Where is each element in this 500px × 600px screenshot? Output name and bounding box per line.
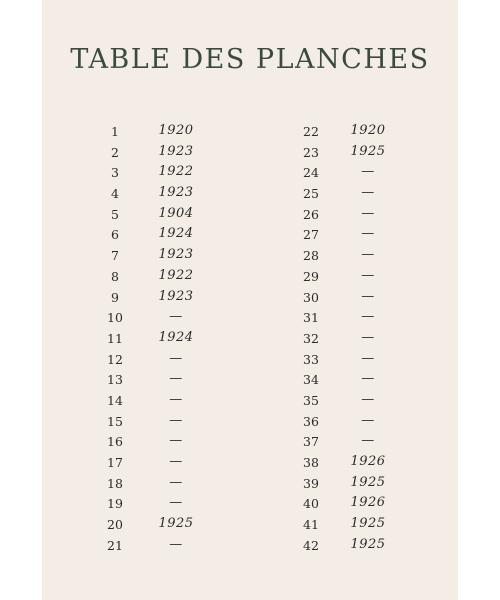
plate-year: 1926: [350, 495, 386, 511]
plate-year: 1924: [158, 329, 194, 345]
plate-number: 5: [111, 206, 119, 222]
plate-year: —: [361, 350, 375, 366]
plate-number: 3: [111, 165, 119, 181]
plate-number: 14: [107, 392, 123, 408]
plate-number: 29: [303, 268, 319, 284]
plate-year: —: [361, 412, 375, 428]
plate-number: 17: [107, 455, 123, 470]
plate-year: —: [169, 412, 183, 428]
plate-number: 36: [303, 413, 319, 429]
plate-number: 16: [107, 434, 123, 450]
plate-year: —: [361, 205, 375, 221]
plate-year: —: [361, 371, 375, 387]
plate-number: 21: [107, 537, 123, 553]
plate-number: 2: [111, 144, 119, 160]
plate-year: 1922: [158, 267, 194, 283]
plate-number: 4: [111, 186, 119, 202]
plate-number: 39: [303, 475, 319, 491]
plate-year: 1920: [158, 123, 194, 138]
plate-number: 32: [303, 330, 319, 346]
plate-year: 1924: [158, 226, 194, 242]
plate-number: 25: [303, 186, 319, 202]
plate-year: 1920: [350, 123, 386, 138]
plate-year: 1925: [350, 516, 386, 532]
plate-number: 31: [303, 310, 319, 326]
plate-year: 1925: [350, 143, 386, 159]
plate-year: 1925: [350, 536, 386, 552]
plate-year: —: [361, 226, 375, 242]
plate-number: 27: [303, 227, 319, 243]
plate-number: 35: [303, 392, 319, 408]
page-title: TABLE DES PLANCHES: [70, 44, 430, 75]
plate-year: —: [169, 536, 183, 552]
plate-year: 1926: [350, 454, 386, 469]
plate-number: 12: [107, 351, 123, 367]
plate-number: 19: [107, 496, 123, 512]
plate-year: 1904: [158, 205, 194, 221]
plate-number: 38: [303, 455, 319, 470]
plate-number: 22: [303, 124, 319, 139]
plate-year: —: [169, 433, 183, 449]
plate-number: 10: [107, 310, 123, 326]
plate-number: 11: [107, 330, 123, 346]
plate-year: —: [361, 247, 375, 263]
plate-year: —: [361, 329, 375, 345]
plate-number: 42: [303, 537, 319, 553]
plate-number: 6: [111, 227, 119, 243]
plate-year: 1923: [158, 247, 194, 263]
plate-year: 1925: [158, 516, 194, 532]
plate-year: —: [169, 371, 183, 387]
plate-year: —: [361, 288, 375, 304]
plate-number: 34: [303, 372, 319, 388]
plate-year: —: [169, 350, 183, 366]
plate-number: 8: [111, 268, 119, 284]
plate-year: —: [361, 185, 375, 201]
plate-number: 7: [111, 248, 119, 264]
plate-number: 1: [111, 124, 119, 139]
plate-year: 1923: [158, 288, 194, 304]
plate-year: —: [361, 391, 375, 407]
plate-year: —: [169, 391, 183, 407]
plate-number: 23: [303, 144, 319, 160]
plate-year: —: [169, 495, 183, 511]
plate-year: —: [169, 454, 183, 469]
plate-year: —: [361, 164, 375, 180]
plate-year: —: [361, 433, 375, 449]
plate-year: 1923: [158, 185, 194, 201]
plate-number: 41: [303, 517, 319, 533]
plate-number: 28: [303, 248, 319, 264]
plate-year: —: [361, 309, 375, 325]
plate-number: 30: [303, 289, 319, 305]
plate-number: 9: [111, 289, 119, 305]
plate-year: 1923: [158, 143, 194, 159]
plate-year: 1922: [158, 164, 194, 180]
plate-year: 1925: [350, 474, 386, 490]
plate-number: 13: [107, 372, 123, 388]
plate-number: 20: [107, 517, 123, 533]
plate-year: —: [169, 474, 183, 490]
plate-year: —: [361, 267, 375, 283]
plate-number: 18: [107, 475, 123, 491]
plate-number: 40: [303, 496, 319, 512]
plate-number: 37: [303, 434, 319, 450]
plate-number: 33: [303, 351, 319, 367]
plate-number: 24: [303, 165, 319, 181]
plate-year: —: [169, 309, 183, 325]
plate-number: 26: [303, 206, 319, 222]
plate-number: 15: [107, 413, 123, 429]
